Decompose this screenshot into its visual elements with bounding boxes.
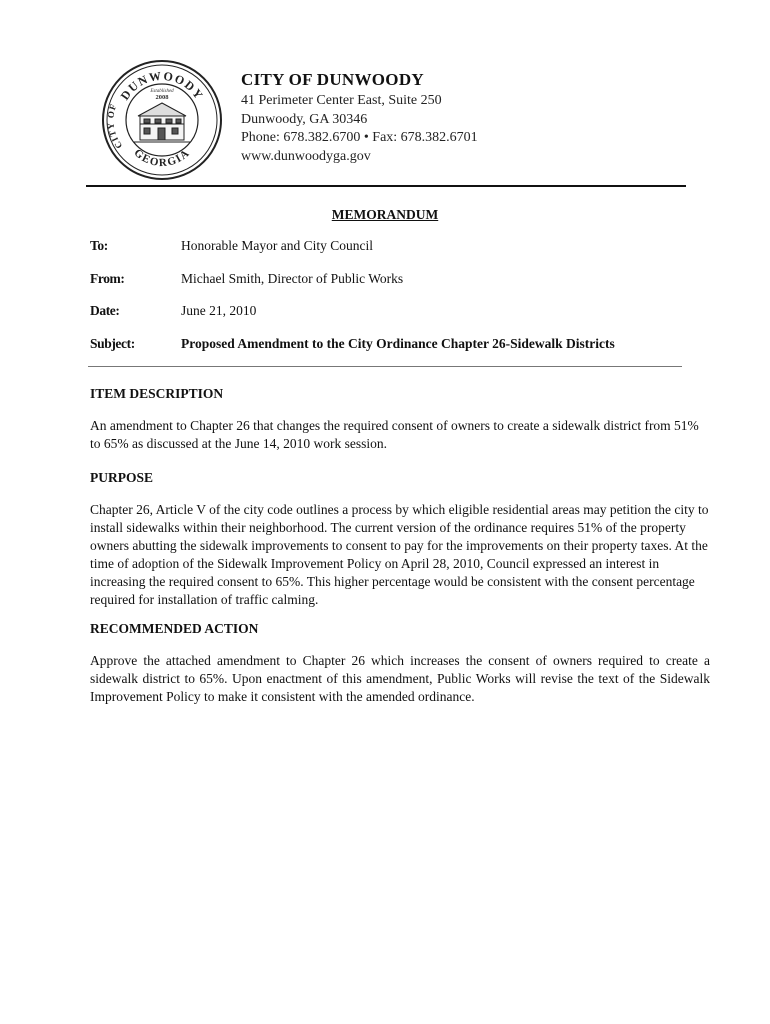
subject-label: Subject: (90, 336, 135, 351)
city-name: CITY OF DUNWOODY (241, 70, 424, 89)
seal-year: 2008 (155, 94, 169, 101)
farmhouse-icon (134, 103, 190, 142)
address-line-2: Dunwoody, GA 30346 (241, 111, 368, 127)
to-label: To: (90, 238, 108, 253)
recommended-action-body: Approve the attached amendment to Chapter 26 which increases the consent of owners required to create a sidewalk district to 65%. Upon enactment of this amendment, Public Works will revise the text of the Sidewalk Improvement Policy to make it consistent with the amended ordinance. (90, 653, 710, 704)
from-value: Michael Smith, Director of Public Works (181, 271, 404, 286)
seal-ring-bottom-text: GEORGIA (131, 146, 193, 170)
purpose-heading: PURPOSE (90, 470, 154, 485)
seal-established-label: Established (150, 89, 174, 94)
seal-ring-top-text: DUNWOODY (117, 68, 207, 103)
date-label: Date: (90, 303, 120, 318)
website-link[interactable]: www.dunwoodyga.gov (241, 148, 371, 164)
phone-fax: Phone: 678.382.6700 • Fax: 678.382.6701 (241, 130, 478, 145)
memo-title: MEMORANDUM (331, 207, 439, 222)
address-line-1: 41 Perimeter Center East, Suite 250 (241, 93, 442, 108)
header-divider (88, 366, 682, 367)
subject-value: Proposed Amendment to the City Ordinance Chapter 26-Sidewalk Districts (181, 336, 615, 351)
seal-ring-left-text: CITY OF (105, 101, 125, 151)
item-description-body: An amendment to Chapter 26 that changes the required consent of owners to create a sidewalk district from 51% to 65% as discussed at the June 14, 2010 work session. (90, 418, 699, 451)
recommended-action-heading: RECOMMENDED ACTION (90, 621, 259, 636)
item-description-heading: ITEM DESCRIPTION (90, 386, 224, 401)
city-seal-logo (100, 58, 224, 182)
svg-text:GEORGIA (132, 147, 193, 169)
letterhead-divider (86, 185, 686, 187)
from-label: From: (90, 271, 125, 286)
letterhead (241, 70, 478, 166)
purpose-body: Chapter 26, Article V of the city code outlines a process by which eligible residential areas may petition the city to install sidewalks within their neighborhood. The current version of the ordinance requires 51% of the property owners abutting the sidewalk improvements to consent to pay for the improvements on their property taxes. At the time of adoption of the Sidewalk Improvement Policy on April 28, 2010, Council expressed an interest in increasing the required consent to 65%. This higher percentage would be consistent with the consent percentage required for installation of traffic calming. (90, 502, 709, 607)
to-value: Honorable Mayor and City Council (181, 238, 373, 253)
date-value: June 21, 2010 (181, 303, 257, 318)
